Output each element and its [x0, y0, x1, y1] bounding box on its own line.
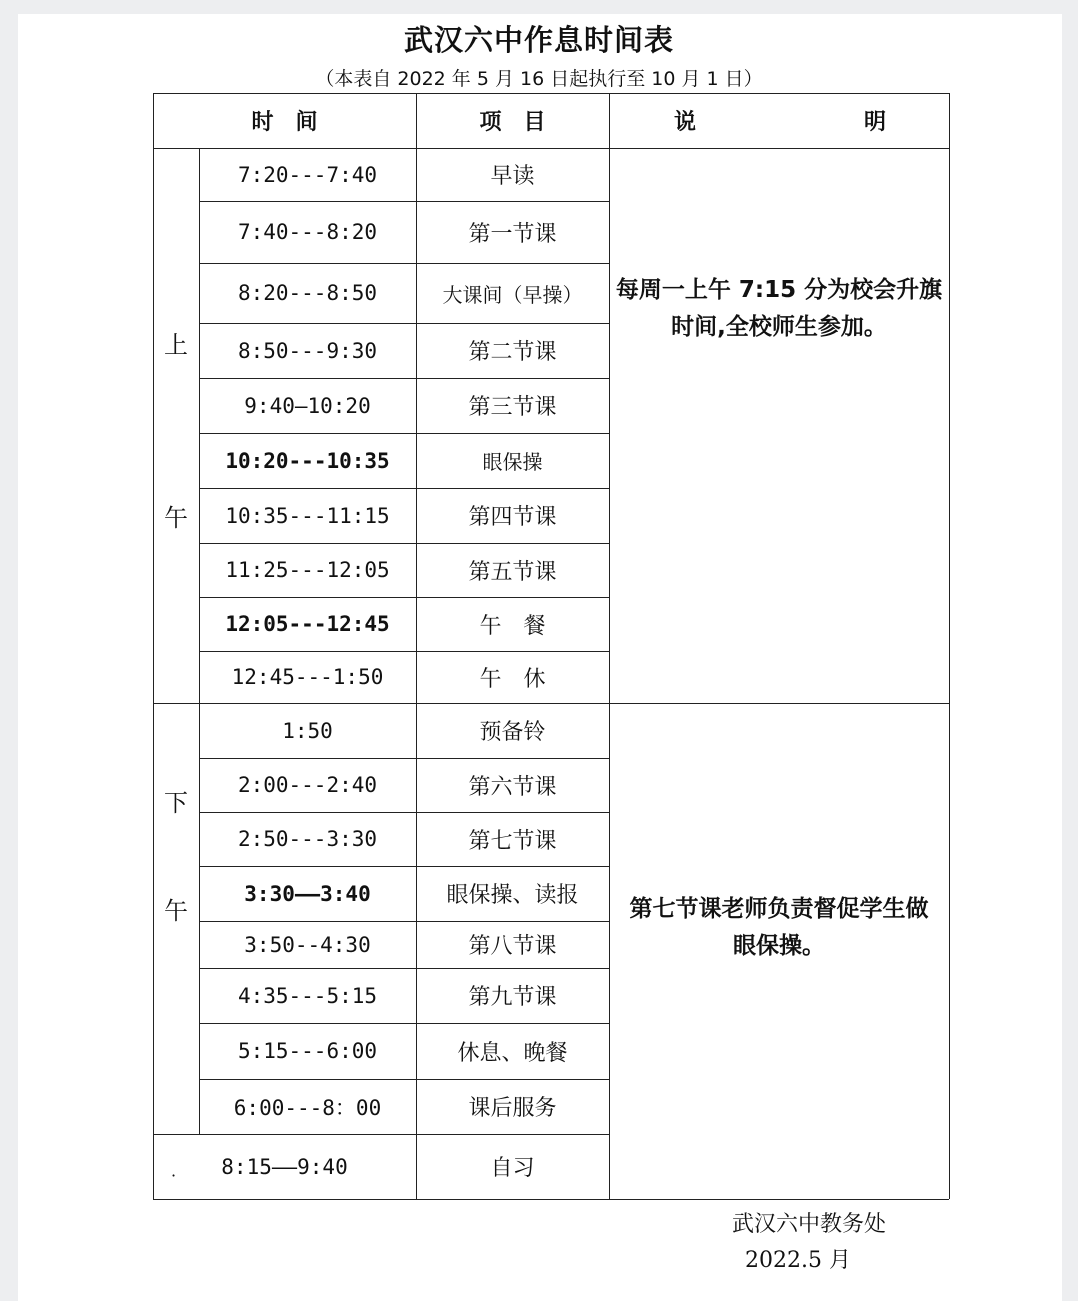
item-cell: 眼保操、读报 — [446, 883, 579, 908]
time-cell: 7:40---8:20 — [237, 220, 378, 244]
note-morning: 每周一上午 7:15 分为校会升旗时间,全校师生参加。 — [615, 277, 943, 340]
time-cell: 10:20---10:35 — [225, 448, 390, 473]
header-time: 时 间 — [251, 110, 318, 135]
item-cell: 午 餐 — [479, 613, 546, 639]
item-cell: 午 休 — [479, 666, 546, 692]
time-cell: 10:35---11:15 — [225, 503, 390, 528]
item-cell: 第九节课 — [468, 985, 557, 1010]
time-cell: 5:15---6:00 — [237, 1039, 378, 1063]
header-note-left: 说 — [673, 110, 696, 135]
document-subtitle: （本表自 2022 年 5 月 16 日起执行至 10 月 1 日） — [315, 68, 763, 90]
time-cell: 1:50 — [282, 718, 333, 743]
time-cell: 8:50---9:30 — [237, 338, 378, 363]
note-afternoon: 第七节课老师负责督促学生做眼保操。 — [629, 896, 929, 959]
period-morning-top: 上 — [164, 330, 188, 359]
item-cell: 早读 — [490, 164, 535, 189]
time-cell: 7:20---7:40 — [237, 162, 378, 187]
item-cell: 第五节课 — [468, 559, 557, 585]
time-cell: 8:15——9:40 — [221, 1154, 348, 1179]
item-cell: 自习 — [490, 1156, 535, 1181]
item-cell: 第七节课 — [468, 828, 557, 854]
item-cell: 第八节课 — [468, 934, 557, 959]
time-cell: 12:45---1:50 — [231, 665, 384, 689]
signature-office: 武汉六中教务处 — [732, 1212, 887, 1237]
time-cell: 3:50--4:30 — [244, 932, 371, 957]
header-note-right: 明 — [863, 110, 886, 135]
document-title: 武汉六中作息时间表 — [403, 23, 674, 57]
item-cell: 第四节课 — [468, 505, 557, 530]
time-cell: 8:20---8:50 — [237, 281, 378, 305]
time-cell: 2:00---2:40 — [237, 773, 378, 797]
time-cell: 11:25---12:05 — [225, 558, 390, 582]
item-cell: 第三节课 — [468, 395, 557, 420]
time-cell: 9:40—10:20 — [244, 393, 371, 418]
item-cell: 第一节课 — [468, 221, 557, 247]
time-cell: 4:35---5:15 — [237, 983, 378, 1008]
item-cell: 大课间（早操） — [442, 282, 583, 307]
item-cell: 课后服务 — [468, 1096, 557, 1121]
time-cell: 12:05---12:45 — [225, 612, 390, 636]
header-item: 项 目 — [479, 110, 546, 135]
item-cell: 第六节课 — [468, 774, 557, 800]
item-cell: 第二节课 — [468, 340, 557, 365]
period-afternoon-bottom: 午 — [164, 896, 188, 925]
time-cell: 2:50---3:30 — [237, 827, 378, 851]
item-cell: 预备铃 — [479, 720, 546, 745]
period-afternoon-top: 下 — [164, 788, 188, 817]
item-cell: 眼保操 — [482, 450, 543, 474]
signature-date: 2022.5 月 — [745, 1248, 851, 1273]
period-morning-bottom: 午 — [164, 503, 188, 532]
stray-dot: · — [171, 1166, 177, 1185]
time-cell: 3:30——3:40 — [244, 881, 371, 906]
time-cell: 6:00---8：00 — [233, 1095, 382, 1120]
item-cell: 休息、晚餐 — [457, 1040, 568, 1066]
